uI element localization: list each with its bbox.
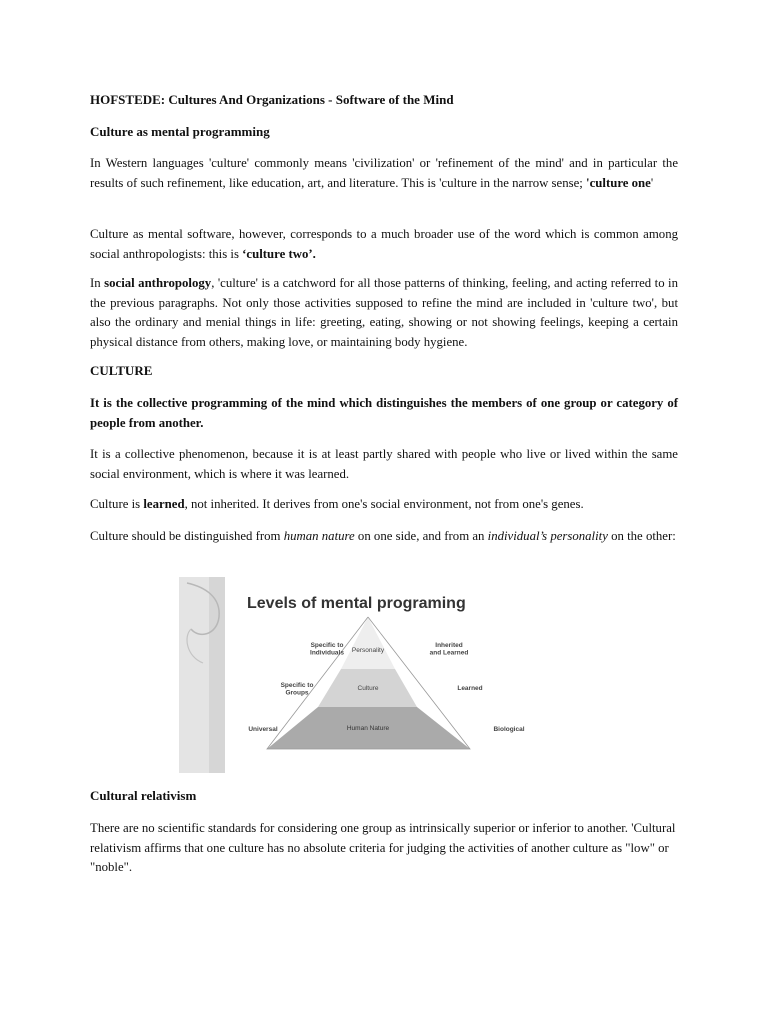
- paragraph-cultural-relativism: There are no scientific standards for considering one group as intrinsically superior or inferior to another. 'Cultural relativism affirms that one culture has no absolute criteria for judging the activities of another culture as "low" or "noble".: [90, 821, 676, 874]
- side-label-line: Universal: [248, 726, 278, 733]
- section-heading-culture: CULTURE: [90, 363, 153, 378]
- tier-label-human-nature: Human Nature: [346, 725, 390, 732]
- tier-label-personality: Personality: [351, 647, 385, 654]
- paragraph-culture-one: [90, 154, 678, 193]
- side-label-line: Specific to: [310, 642, 344, 649]
- text-span: , 'culture' is a catchword for all those patterns of thinking, feeling, and acting referred to in the previous paragraphs. Not only those activities supposed to refine the mind are included in 'culture two', but also the ordinary and menial things in life: greeting, eating, showing or not showing feelings, keeping a certain physical distance from others, making love, or maintaining body hygiene.: [90, 276, 679, 349]
- text-span: on one side, and from an: [357, 529, 485, 543]
- side-label-line: and Learned: [429, 649, 469, 657]
- side-label-line: Specific to: [280, 682, 314, 689]
- bold-term: ‘culture two’.: [242, 246, 316, 261]
- italic-term: individual’s personality: [487, 529, 608, 543]
- paragraph-distinguish: [90, 527, 678, 547]
- page-title: HOFSTEDE: Cultures And Organizations - Software of the Mind: [90, 92, 454, 107]
- side-label-biological: [493, 726, 524, 733]
- paragraph-collective-phenomenon: It is a collective phenomenon, because it is at least partly shared with people who live or lived within the same social environment, which is where it was learned.: [90, 447, 678, 481]
- side-label-universal: [248, 726, 277, 733]
- side-label-specific-individuals: [310, 642, 344, 657]
- decorative-strip-shade: [209, 577, 225, 773]
- side-label-line: Learned: [457, 685, 483, 692]
- text-span: on the other:: [611, 529, 676, 543]
- bold-term: 'culture one: [586, 175, 651, 190]
- text-span: , not inherited. It derives from one's social environment, not from one's genes.: [184, 497, 584, 511]
- text-span: In Western languages 'culture' commonly means 'civilization' or 'refinement of the mind' and in particular the results of such refinement, like education, art, and literature. This is 'culture in the narrow sense;: [90, 156, 678, 190]
- paragraph-learned: [90, 495, 678, 515]
- side-label-learned: [457, 685, 482, 692]
- diagram-title: Levels of mental programing: [247, 595, 466, 612]
- side-label-inherited-learned: [430, 642, 469, 657]
- side-label-specific-groups: [281, 682, 314, 697]
- side-label-line: Biological: [493, 726, 525, 733]
- section-heading-mental-programming: Culture as mental programming: [90, 124, 270, 139]
- section-heading-cultural-relativism: Cultural relativism: [90, 788, 197, 803]
- text-span: In: [90, 276, 101, 290]
- paragraph-social-anthropology: [90, 274, 678, 352]
- side-label-line: Individuals: [310, 649, 344, 657]
- pyramid-tier-personality: [341, 617, 395, 669]
- levels-of-mental-programming-diagram: [179, 577, 589, 773]
- text-span: Culture should be distinguished from: [90, 529, 281, 543]
- side-label-line: Inherited: [435, 642, 463, 649]
- text-span: Culture as mental software, however, corresponds to a much broader use of the word which is common among social anthropologists: this is: [90, 227, 678, 261]
- tier-label-culture: Culture: [357, 685, 379, 692]
- culture-definition: It is the collective programming of the mind which distinguishes the members of one group or category of people from another.: [90, 396, 678, 430]
- text-span: Culture is: [90, 497, 141, 511]
- side-label-line: Groups: [285, 689, 309, 697]
- bold-term: learned: [143, 497, 185, 511]
- italic-term: human nature: [283, 529, 355, 543]
- paragraph-culture-two: [90, 225, 678, 264]
- text-span: ': [650, 175, 654, 190]
- bold-term: social anthropology: [104, 276, 212, 290]
